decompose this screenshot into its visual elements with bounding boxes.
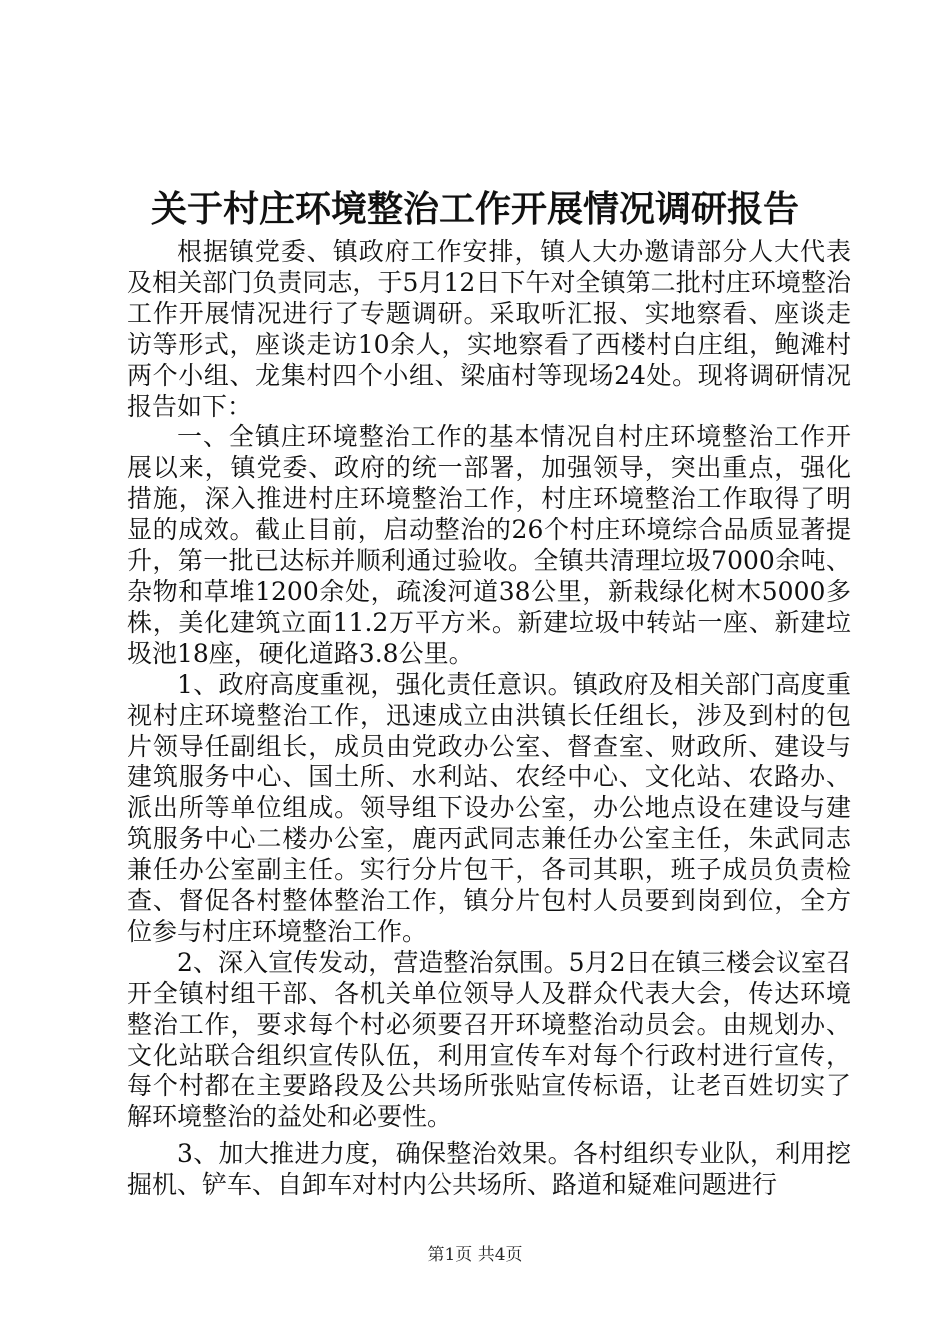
paragraph-section-1: 一、全镇庄环境整治工作的基本情况自村庄环境整治工作开展以来，镇党委、政府的统一部署，加强领导，突出重点，强化措施，深入推进村庄环境整治工作，村庄环境整治工作取得了明显的成效。截止目前，启动整治的26个村庄环境综合品质显著提升，第一批已达标并顺利通过验收。全镇共清理垃圾7000余吨、杂物和草堆1200余处，疏浚河道38公里，新栽绿化树木5000多株，美化建筑立面11.2万平方米。新建垃圾中转站一座、新建垃圾池18座，硬化道路3.8公里。	[127, 422, 851, 668]
page-footer: 第1页 共4页	[427, 1245, 523, 1265]
paragraph-item-1: 1、政府高度重视，强化责任意识。镇政府及相关部门高度重视村庄环境整治工作，迅速成立由洪镇长任组长，涉及到村的包片领导任副组长，成员由党政办公室、督查室、财政所、建设与建筑服务中心、国土所、水利站、农经中心、文化站、农路办、派出所等单位组成。领导组下设办公室，办公地点设在建设与建筑服务中心二楼办公室，鹿丙武同志兼任办公室主任，朱武同志兼任办公室副主任。实行分片包干，各司其职，班子成员负责检查、督促各村整体整治工作，镇分片包村人员要到岗到位，全方位参与村庄环境整治工作。	[127, 669, 851, 946]
document-title: 关于村庄环境整治工作开展情况调研报告	[150, 188, 799, 230]
paragraph-item-2: 2、深入宣传发动，营造整治氛围。5月2日在镇三楼会议室召开全镇村组干部、各机关单位领导人及群众代表大会，传达环境整治工作，要求每个村必须要召开环境整治动员会。由规划办、文化站联合组织宣传队伍，利用宣传车对每个行政村进行宣传，每个村都在主要路段及公共场所张贴宣传标语，让老百姓切实了解环境整治的益处和必要性。	[127, 947, 851, 1132]
document-body	[127, 237, 851, 1201]
paragraph-intro: 根据镇党委、镇政府工作安排，镇人大办邀请部分人大代表及相关部门负责同志，于5月12日下午对全镇第二批村庄环境整治工作开展情况进行了专题调研。采取听汇报、实地察看、座谈走访等形式，座谈走访10余人，实地察看了西楼村白庄组，鲍滩村两个小组、龙集村四个小组、梁庙村等现场24处。现将调研情况报告如下：	[127, 237, 851, 421]
paragraph-item-3: 3、加大推进力度，确保整治效果。各村组织专业队，利用挖掘机、铲车、自卸车对村内公共场所、路道和疑难问题进行	[127, 1139, 851, 1200]
